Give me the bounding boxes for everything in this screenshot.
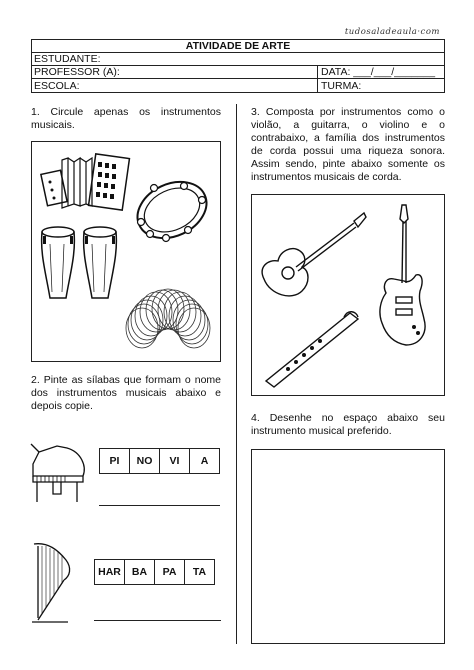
class-field-label[interactable]: TURMA: xyxy=(317,79,361,92)
syllable-box[interactable]: PA xyxy=(154,559,185,585)
student-field-label[interactable]: ESTUDANTE: xyxy=(34,53,101,65)
harp-syllable-row xyxy=(94,559,214,585)
question-1-text: 1. Circule apenas os instrumentos musicais. xyxy=(31,106,221,131)
date-field-label[interactable]: DATA: ___/___/_______ xyxy=(317,66,435,78)
piano-syllable-row xyxy=(99,448,219,474)
flute-icon xyxy=(260,307,362,391)
answer-line-piano[interactable] xyxy=(99,505,220,506)
syllable-box[interactable]: BA xyxy=(124,559,155,585)
tambourine-icon xyxy=(132,180,212,246)
question-3-image-box[interactable] xyxy=(251,194,445,396)
answer-line-harp[interactable] xyxy=(94,620,221,621)
school-field-label[interactable]: ESCOLA: xyxy=(34,79,80,92)
syllable-box[interactable]: NO xyxy=(129,448,160,474)
conga-drums-icon xyxy=(38,224,124,302)
accordion-icon xyxy=(42,150,132,216)
question-4-text: 4. Desenhe no espaço abaixo seu instrumento musical preferido. xyxy=(251,412,445,437)
question-2-text: 2. Pinte as sílabas que formam o nome dos instrumentos musicais abaixo e depois copie. xyxy=(31,374,221,412)
syllable-box[interactable]: TA xyxy=(184,559,215,585)
column-divider xyxy=(236,104,237,644)
syllable-box[interactable]: HAR xyxy=(94,559,125,585)
question-3-text: 3. Composta por instrumentos como o violão, a guitarra, o violino e o contrabaixo, a família dos instrumentos de corda possui uma riqueza sonora. Assim sendo, pinte abaixo somente os instrumentos musicais de corda. xyxy=(251,106,445,183)
grand-piano-icon xyxy=(27,442,91,508)
teacher-field-label[interactable]: PROFESSOR (A): xyxy=(34,66,120,78)
question-1-image-box[interactable] xyxy=(31,141,221,362)
acoustic-guitar-icon xyxy=(258,211,368,303)
header-table xyxy=(31,39,445,93)
page-title: ATIVIDADE DE ARTE xyxy=(32,40,444,53)
site-watermark: tudosaladeaula·com xyxy=(344,27,440,37)
syllable-box[interactable]: PI xyxy=(99,448,130,474)
drawing-area-box[interactable] xyxy=(251,449,445,644)
syllable-box[interactable]: VI xyxy=(159,448,190,474)
electric-guitar-icon xyxy=(372,201,432,351)
slinky-spring-icon xyxy=(120,280,216,352)
syllable-box[interactable]: A xyxy=(189,448,220,474)
harp-icon xyxy=(28,540,78,626)
